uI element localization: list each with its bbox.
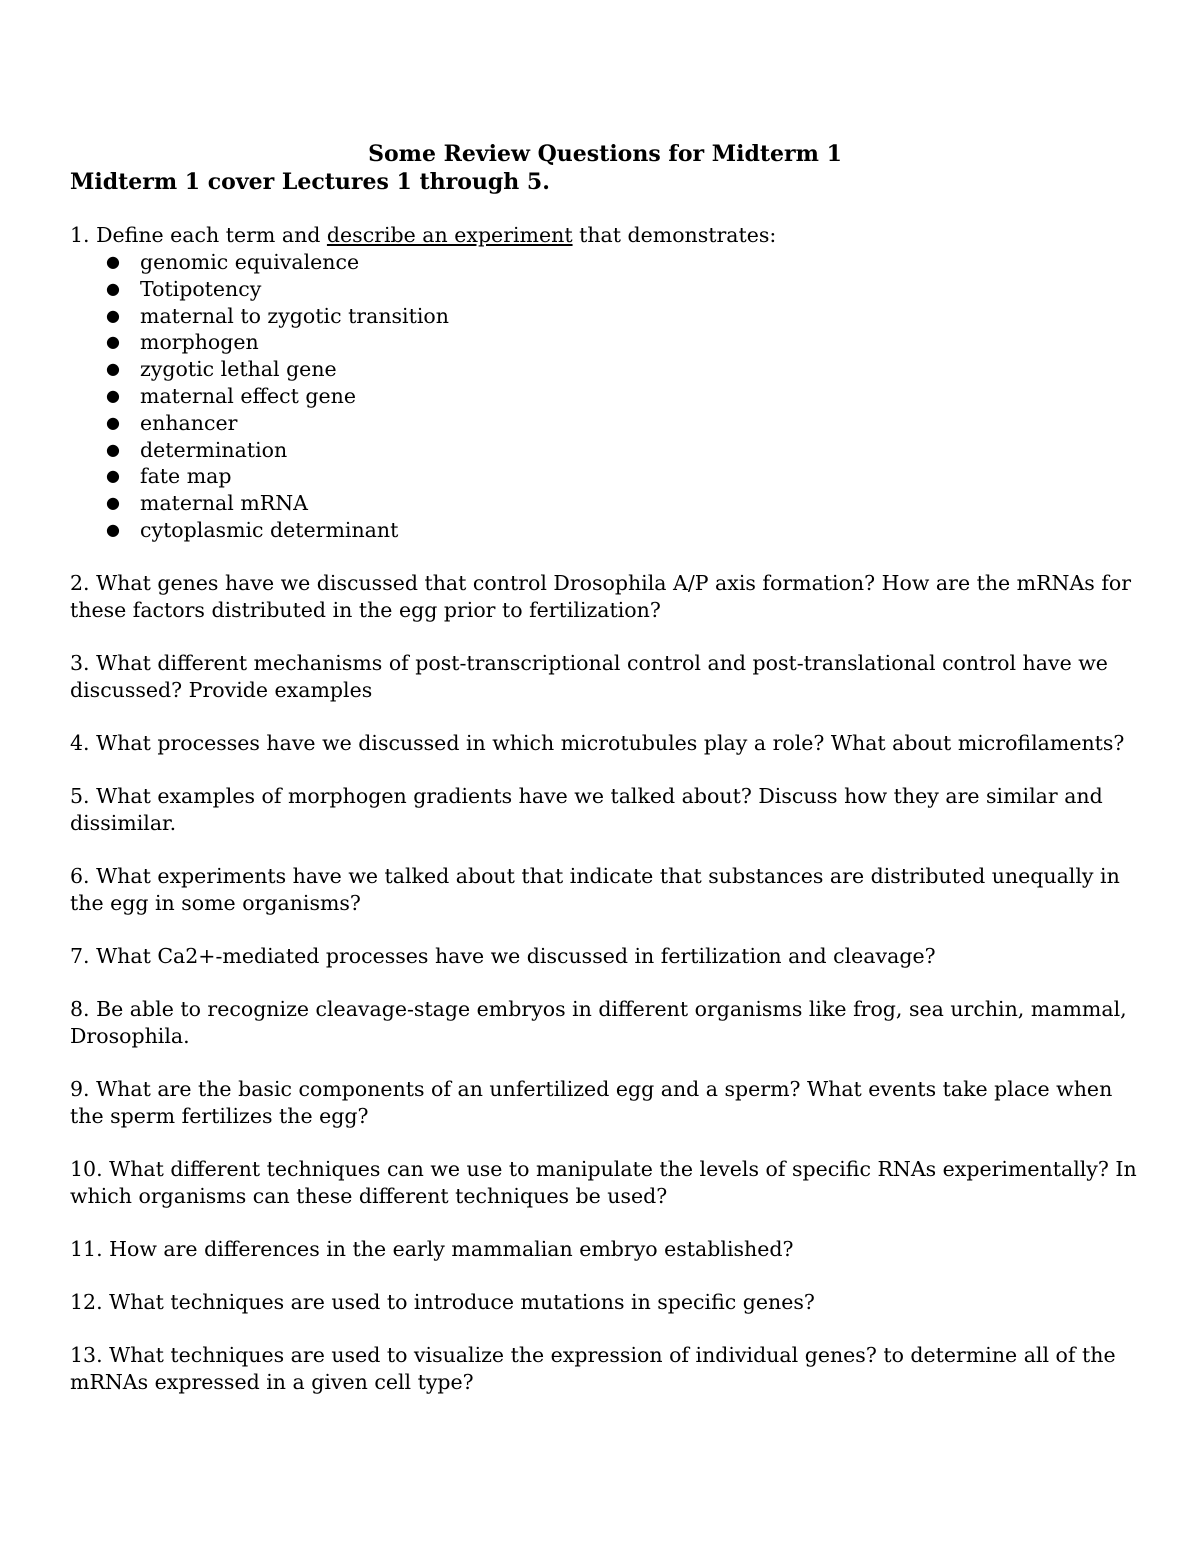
term-item: ● morphogen <box>106 330 259 355</box>
term-item: ● maternal mRNA <box>106 491 308 516</box>
question-10: 10. What different techniques can we use to manipulate the levels of specific RNAs experimentally? In which organisms can these different techniques be used? <box>70 1156 1137 1208</box>
question-4: 4. What processes have we discussed in which microtubules play a role? What about microfilaments? <box>70 730 1125 755</box>
bullet-icon: ● <box>106 252 120 271</box>
term-item: ● zygotic lethal gene <box>106 357 337 382</box>
question-8: 8. Be able to recognize cleavage-stage embryos in different organisms like frog, sea urchin, mammal, Drosophila. <box>70 996 1127 1048</box>
term-item: ● genomic equivalence <box>106 250 360 274</box>
term-item: ● Totipotency <box>106 276 262 301</box>
question-1-underlined: describe an experiment <box>326 223 573 247</box>
term-item: ● enhancer <box>106 410 238 435</box>
question-1-suffix: that demonstrates: <box>572 223 777 247</box>
term-item: ● maternal to zygotic transition <box>106 303 449 328</box>
bullet-icon: ● <box>106 439 120 459</box>
term-item: ● cytoplasmic determinant <box>106 517 399 542</box>
question-13: 13. What techniques are used to visualize the expression of individual genes? to determine all of the mRNAs expressed in a given cell type? <box>70 1342 1116 1394</box>
bullet-icon: ● <box>106 493 120 513</box>
question-2: 2. What genes have we discussed that control Drosophila A/P axis formation? How are the mRNAs for these factors distributed in the egg prior to fertilization? <box>70 570 1132 622</box>
bullet-icon: ● <box>106 466 120 486</box>
term-list <box>70 249 1140 544</box>
term-item: ● fate map <box>106 464 232 489</box>
question-7: 7. What Ca2+-mediated processes have we discussed in fertilization and cleavage? <box>70 943 936 968</box>
bullet-icon: ● <box>106 519 120 539</box>
page-title: Some Review Questions for Midterm 1 <box>368 141 842 167</box>
bullet-icon: ● <box>106 359 120 379</box>
document-page <box>70 140 1140 1422</box>
page-subtitle: Midterm 1 cover Lectures 1 through 5. <box>70 169 550 195</box>
question-1 <box>70 222 1140 249</box>
term-item: ● maternal effect gene <box>106 383 356 408</box>
bullet-icon: ● <box>106 412 120 432</box>
question-11: 11. How are differences in the early mammalian embryo established? <box>70 1236 794 1261</box>
question-3: 3. What different mechanisms of post-transcriptional control and post-translational control have we discussed? Provide examples <box>70 650 1108 702</box>
bullet-icon: ● <box>106 332 120 352</box>
term-item: ● determination <box>106 437 288 462</box>
bullet-icon: ● <box>106 385 120 405</box>
question-1-prefix: 1. Define each term and <box>70 223 327 247</box>
bullet-icon: ● <box>106 305 120 325</box>
bullet-icon: ● <box>106 278 120 298</box>
question-12: 12. What techniques are used to introduce mutations in specific genes? <box>70 1289 815 1314</box>
question-6: 6. What experiments have we talked about that indicate that substances are distributed unequally in the egg in some organisms? <box>70 863 1120 915</box>
question-9: 9. What are the basic components of an unfertilized egg and a sperm? What events take place when the sperm fertilizes the egg? <box>70 1076 1113 1128</box>
question-5: 5. What examples of morphogen gradients have we talked about? Discuss how they are similar and dissimilar. <box>70 783 1103 835</box>
